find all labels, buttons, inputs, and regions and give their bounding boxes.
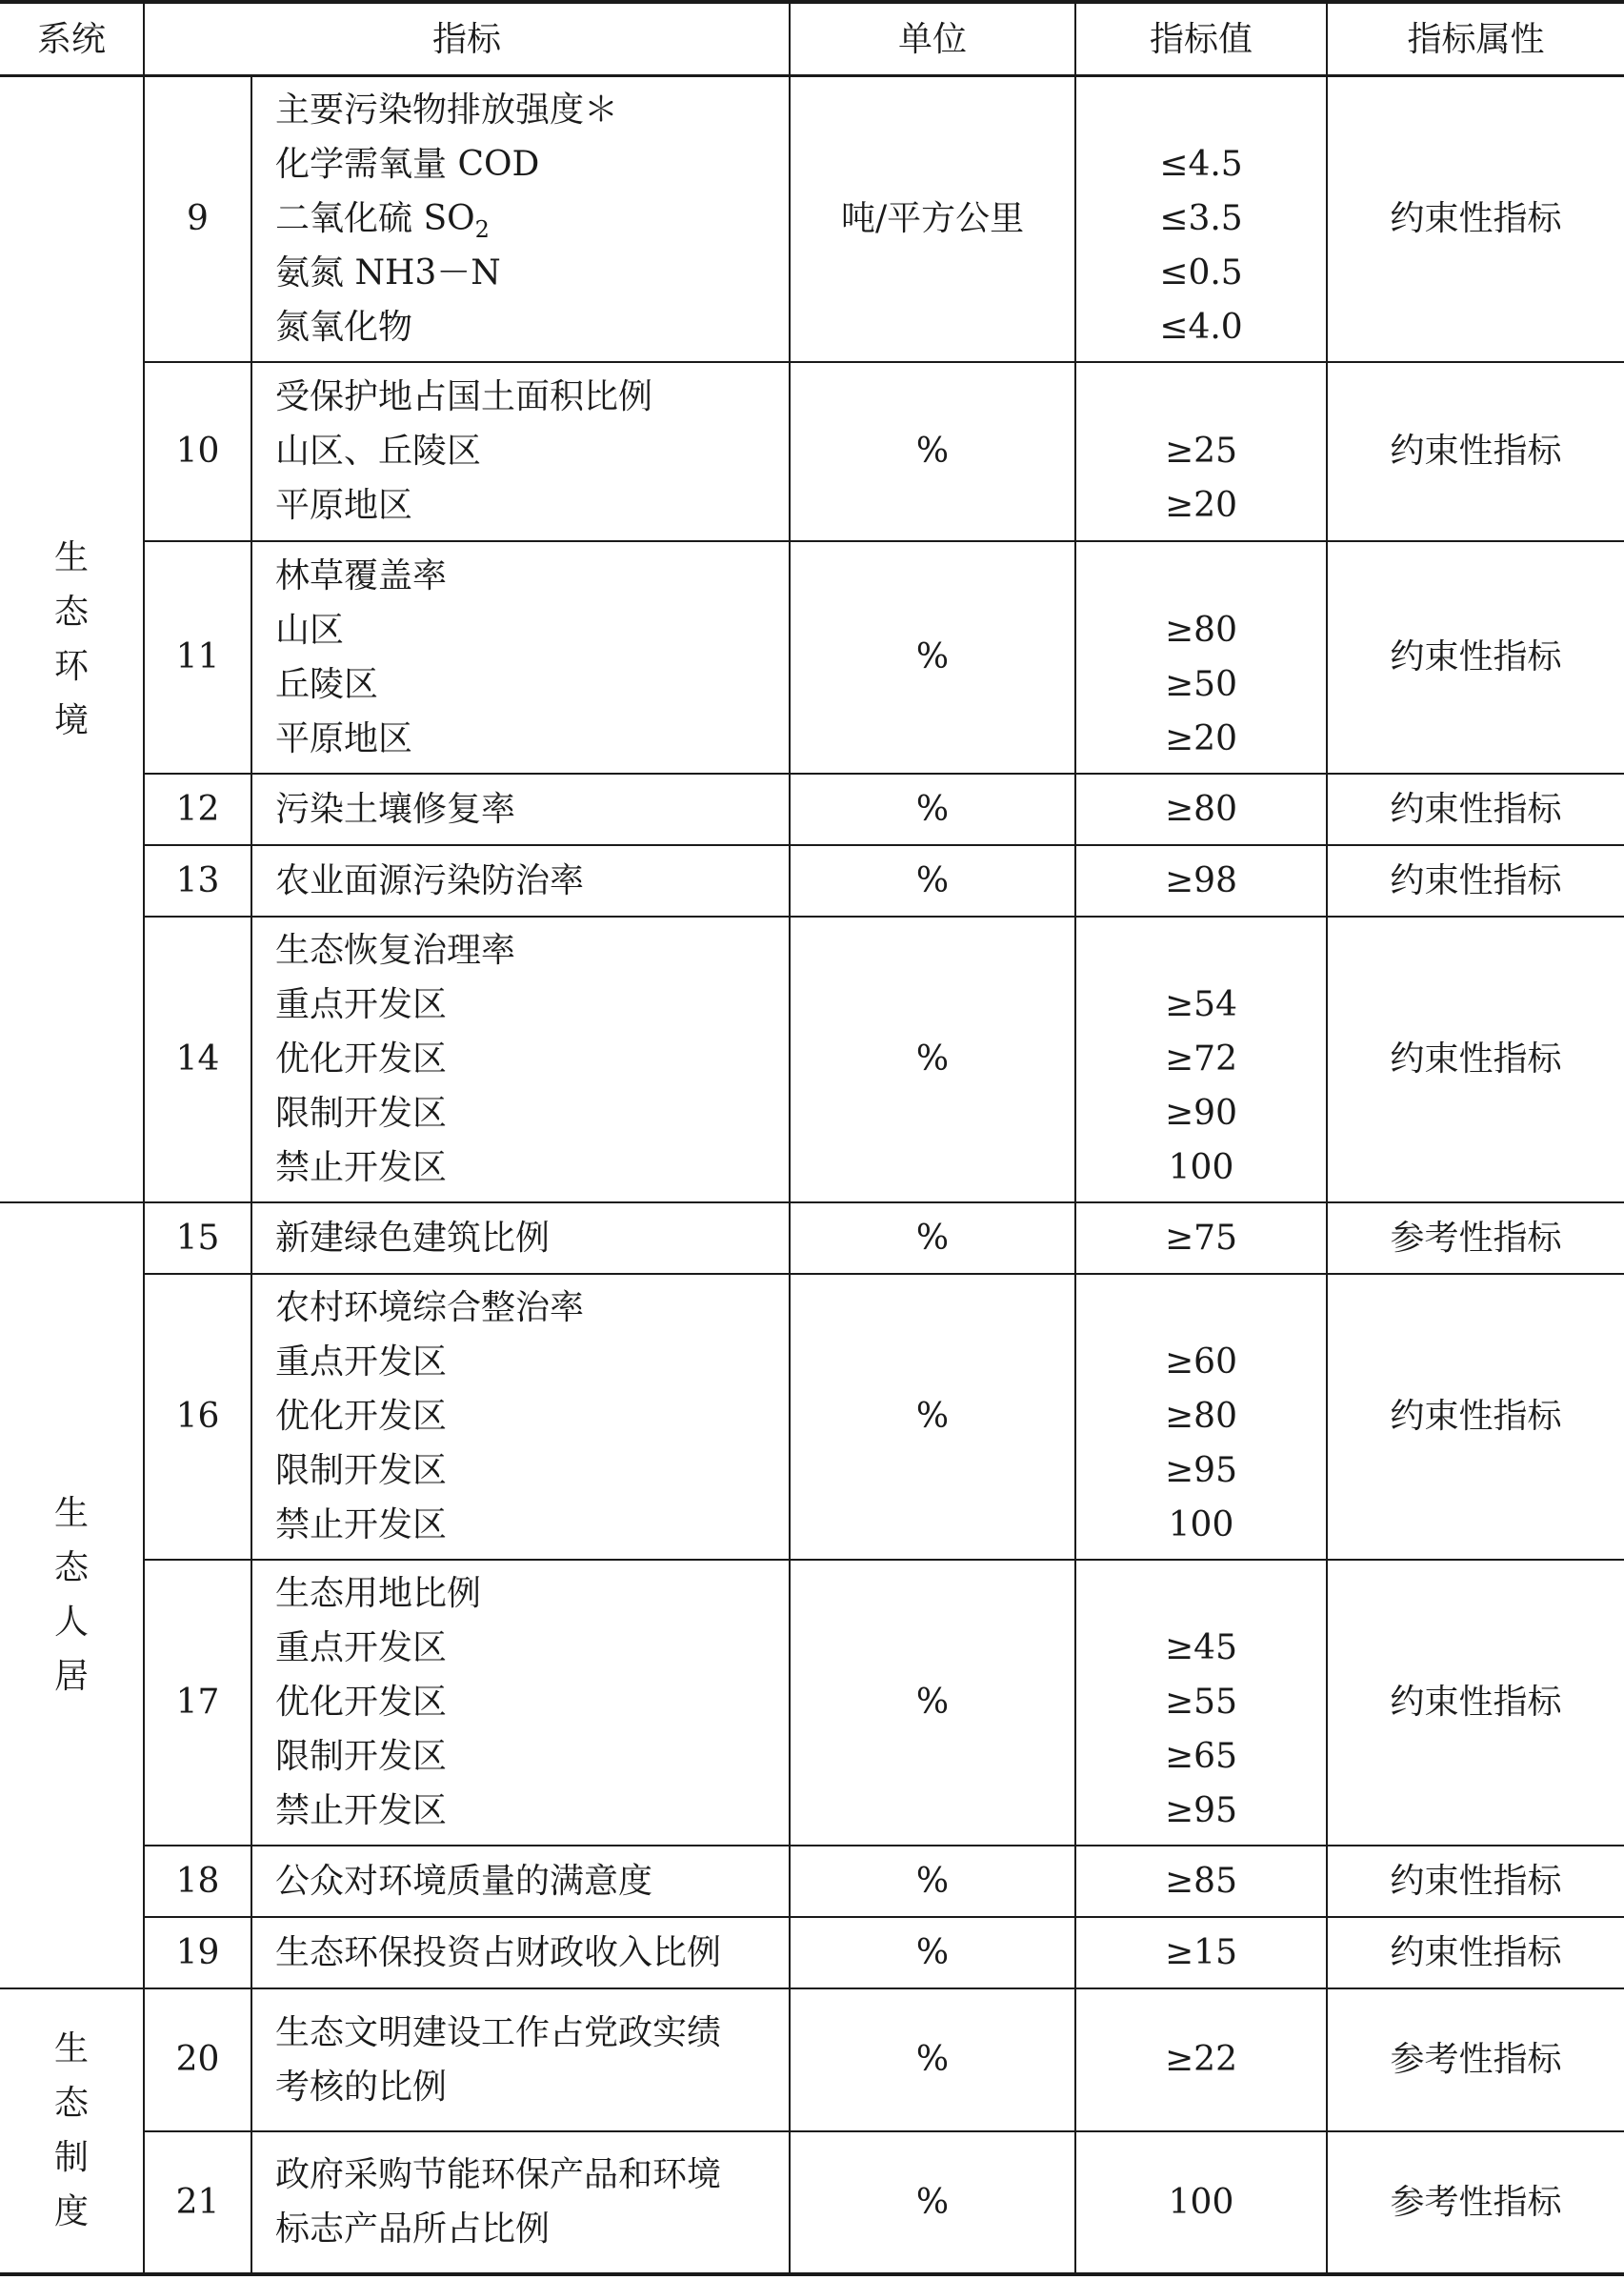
value-item: ≥50 [1165,664,1237,704]
row-number: 20 [144,1988,251,2131]
indicator-cell: 污染土壤修复率 [251,774,790,845]
attribute-cell: 参考性指标 [1327,2131,1624,2274]
unit-cell: % [790,1274,1075,1560]
indicator-cell: 新建绿色建筑比例 [251,1202,790,1274]
value-item: ≥55 [1165,1683,1237,1722]
table-row [0,362,1624,541]
indicator-line: 生态文明建设工作占党政实绩 [275,2012,722,2052]
value-cell [1075,1560,1327,1846]
unit-cell: % [790,1202,1075,1274]
value-cell [1075,1274,1327,1560]
row-number: 11 [144,541,251,774]
unit-cell: % [790,2131,1075,2274]
unit-cell: % [790,362,1075,541]
indicator-cell [251,1560,790,1846]
indicator-cell: 公众对环境质量的满意度 [251,1846,790,1917]
indicator-title: 生态恢复治理率 [275,931,516,970]
value-cell: ≥80 [1075,774,1327,845]
row-number: 19 [144,1917,251,1988]
row-number: 15 [144,1202,251,1274]
indicator-item: 平原地区 [275,718,413,758]
indicator-item: 平原地区 [275,486,413,525]
header-system: 系统 [0,2,144,76]
row-number: 12 [144,774,251,845]
unit-cell: % [790,845,1075,917]
value-item: ≥45 [1165,1628,1237,1667]
indicator-cell [251,541,790,774]
value-item: ≥72 [1165,1039,1237,1079]
value-cell [1075,362,1327,541]
indicator-line: 标志产品所占比例 [275,2209,551,2249]
indicator-title: 林草覆盖率 [275,555,448,595]
indicator-item: 二氧化硫 $SO_2$ [275,199,490,244]
unit-cell: % [790,917,1075,1202]
header-value: 指标值 [1075,2,1327,76]
indicator-title: 生态用地比例 [275,1574,482,1613]
attribute-cell: 参考性指标 [1327,1988,1624,2131]
indicator-item: 优化开发区 [275,1039,448,1079]
indicator-cell [251,76,790,362]
indicator-item: 限制开发区 [275,1451,448,1490]
indicator-title: 农村环境综合整治率 [275,1288,585,1327]
system-cell-eco-institution: 生 态 制 度 [0,1988,144,2274]
indicator-item: 禁止开发区 [275,1148,448,1187]
row-number: 13 [144,845,251,917]
value-item: ≤4.5 [1159,145,1243,185]
attribute-cell: 约束性指标 [1327,541,1624,774]
value-item: ≤4.0 [1159,308,1243,348]
indicator-cell [251,2131,790,2274]
unit-cell: % [790,1560,1075,1846]
table-row [0,1202,1624,1274]
indicator-item: 限制开发区 [275,1094,448,1133]
row-number: 21 [144,2131,251,2274]
row-number: 18 [144,1846,251,1917]
unit-cell: % [790,774,1075,845]
indicator-title: 主要污染物排放强度＊ [275,91,619,131]
indicator-cell [251,1274,790,1560]
row-number: 14 [144,917,251,1202]
value-cell: 100 [1075,2131,1327,2274]
indicator-item: 山区、丘陵区 [275,432,482,471]
value-item: ≥90 [1165,1094,1237,1133]
header-indicator: 指标 [144,2,790,76]
table-row [0,1274,1624,1560]
attribute-cell: 约束性指标 [1327,1917,1624,1988]
attribute-cell: 约束性指标 [1327,917,1624,1202]
indicator-item: 优化开发区 [275,1683,448,1722]
unit-cell: % [790,1917,1075,1988]
unit-cell: % [790,1988,1075,2131]
attribute-cell: 约束性指标 [1327,362,1624,541]
value-item: 100 [1168,1505,1234,1544]
value-item: ≥25 [1165,432,1237,471]
row-number: 9 [144,76,251,362]
value-item: ≥80 [1165,1397,1237,1436]
table-row [0,1846,1624,1917]
value-item: ≥20 [1165,486,1237,525]
value-item: ≥95 [1165,1451,1237,1490]
row-number: 16 [144,1274,251,1560]
value-item: ≤0.5 [1159,253,1243,293]
indicator-cell [251,1988,790,2131]
indicator-item: 丘陵区 [275,664,379,704]
indicator-item: 山区 [275,610,345,650]
table-row [0,774,1624,845]
value-item: ≥95 [1165,1791,1237,1830]
attribute-cell: 约束性指标 [1327,774,1624,845]
value-cell: ≥98 [1075,845,1327,917]
row-number: 10 [144,362,251,541]
value-cell: ≥15 [1075,1917,1327,1988]
indicator-item: 氮氧化物 [275,308,413,348]
value-item: ≥20 [1165,718,1237,758]
value-cell [1075,917,1327,1202]
indicator-cell: 农业面源污染防治率 [251,845,790,917]
attribute-cell: 参考性指标 [1327,1202,1624,1274]
attribute-cell: 约束性指标 [1327,1274,1624,1560]
value-item: 100 [1168,1148,1234,1187]
attribute-cell: 约束性指标 [1327,845,1624,917]
header-unit: 单位 [790,2,1075,76]
indicator-title: 受保护地占国土面积比例 [275,377,653,416]
table-row [0,541,1624,774]
value-item: ≤3.5 [1159,199,1243,239]
indicator-item: 重点开发区 [275,985,448,1024]
indicator-item: 优化开发区 [275,1397,448,1436]
row-number: 17 [144,1560,251,1846]
value-cell: ≥75 [1075,1202,1327,1274]
indicator-line: 考核的比例 [275,2067,448,2107]
value-item: ≥54 [1165,985,1237,1024]
subscript: 2 [474,216,490,244]
indicator-cell [251,917,790,1202]
table-row [0,845,1624,917]
unit-cell: % [790,541,1075,774]
header-attribute: 指标属性 [1327,2,1624,76]
indicator-item: 禁止开发区 [275,1791,448,1830]
indicator-line: 政府采购节能环保产品和环境 [275,2155,722,2194]
value-cell [1075,76,1327,362]
table-row [0,76,1624,362]
system-cell-eco-habitat: 生 态 人 居 [0,1202,144,1988]
value-cell [1075,541,1327,774]
indicator-item: 禁止开发区 [275,1505,448,1544]
attribute-cell: 约束性指标 [1327,1560,1624,1846]
table-row [0,1560,1624,1846]
value-item: ≥60 [1165,1342,1237,1382]
indicator-cell: 生态环保投资占财政收入比例 [251,1917,790,1988]
value-item: ≥80 [1165,610,1237,650]
table-row [0,2131,1624,2274]
unit-cell: 吨/平方公里 [790,76,1075,362]
value-cell: ≥85 [1075,1846,1327,1917]
table-row [0,1917,1624,1988]
indicator-cell [251,362,790,541]
header-row [0,2,1624,76]
indicator-item: 限制开发区 [275,1737,448,1776]
attribute-cell: 约束性指标 [1327,76,1624,362]
indicator-item: 化学需氧量 COD [275,145,540,185]
table-row [0,917,1624,1202]
indicator-item: 重点开发区 [275,1628,448,1667]
table-row [0,1988,1624,2131]
unit-cell: % [790,1846,1075,1917]
system-cell-eco-environment: 生 态 环 境 [0,76,144,1202]
attribute-cell: 约束性指标 [1327,1846,1624,1917]
indicator-item: 重点开发区 [275,1342,448,1382]
indicator-item: 氨氮 NH3－N [275,253,501,293]
value-item: ≥65 [1165,1737,1237,1776]
value-cell: ≥22 [1075,1988,1327,2131]
